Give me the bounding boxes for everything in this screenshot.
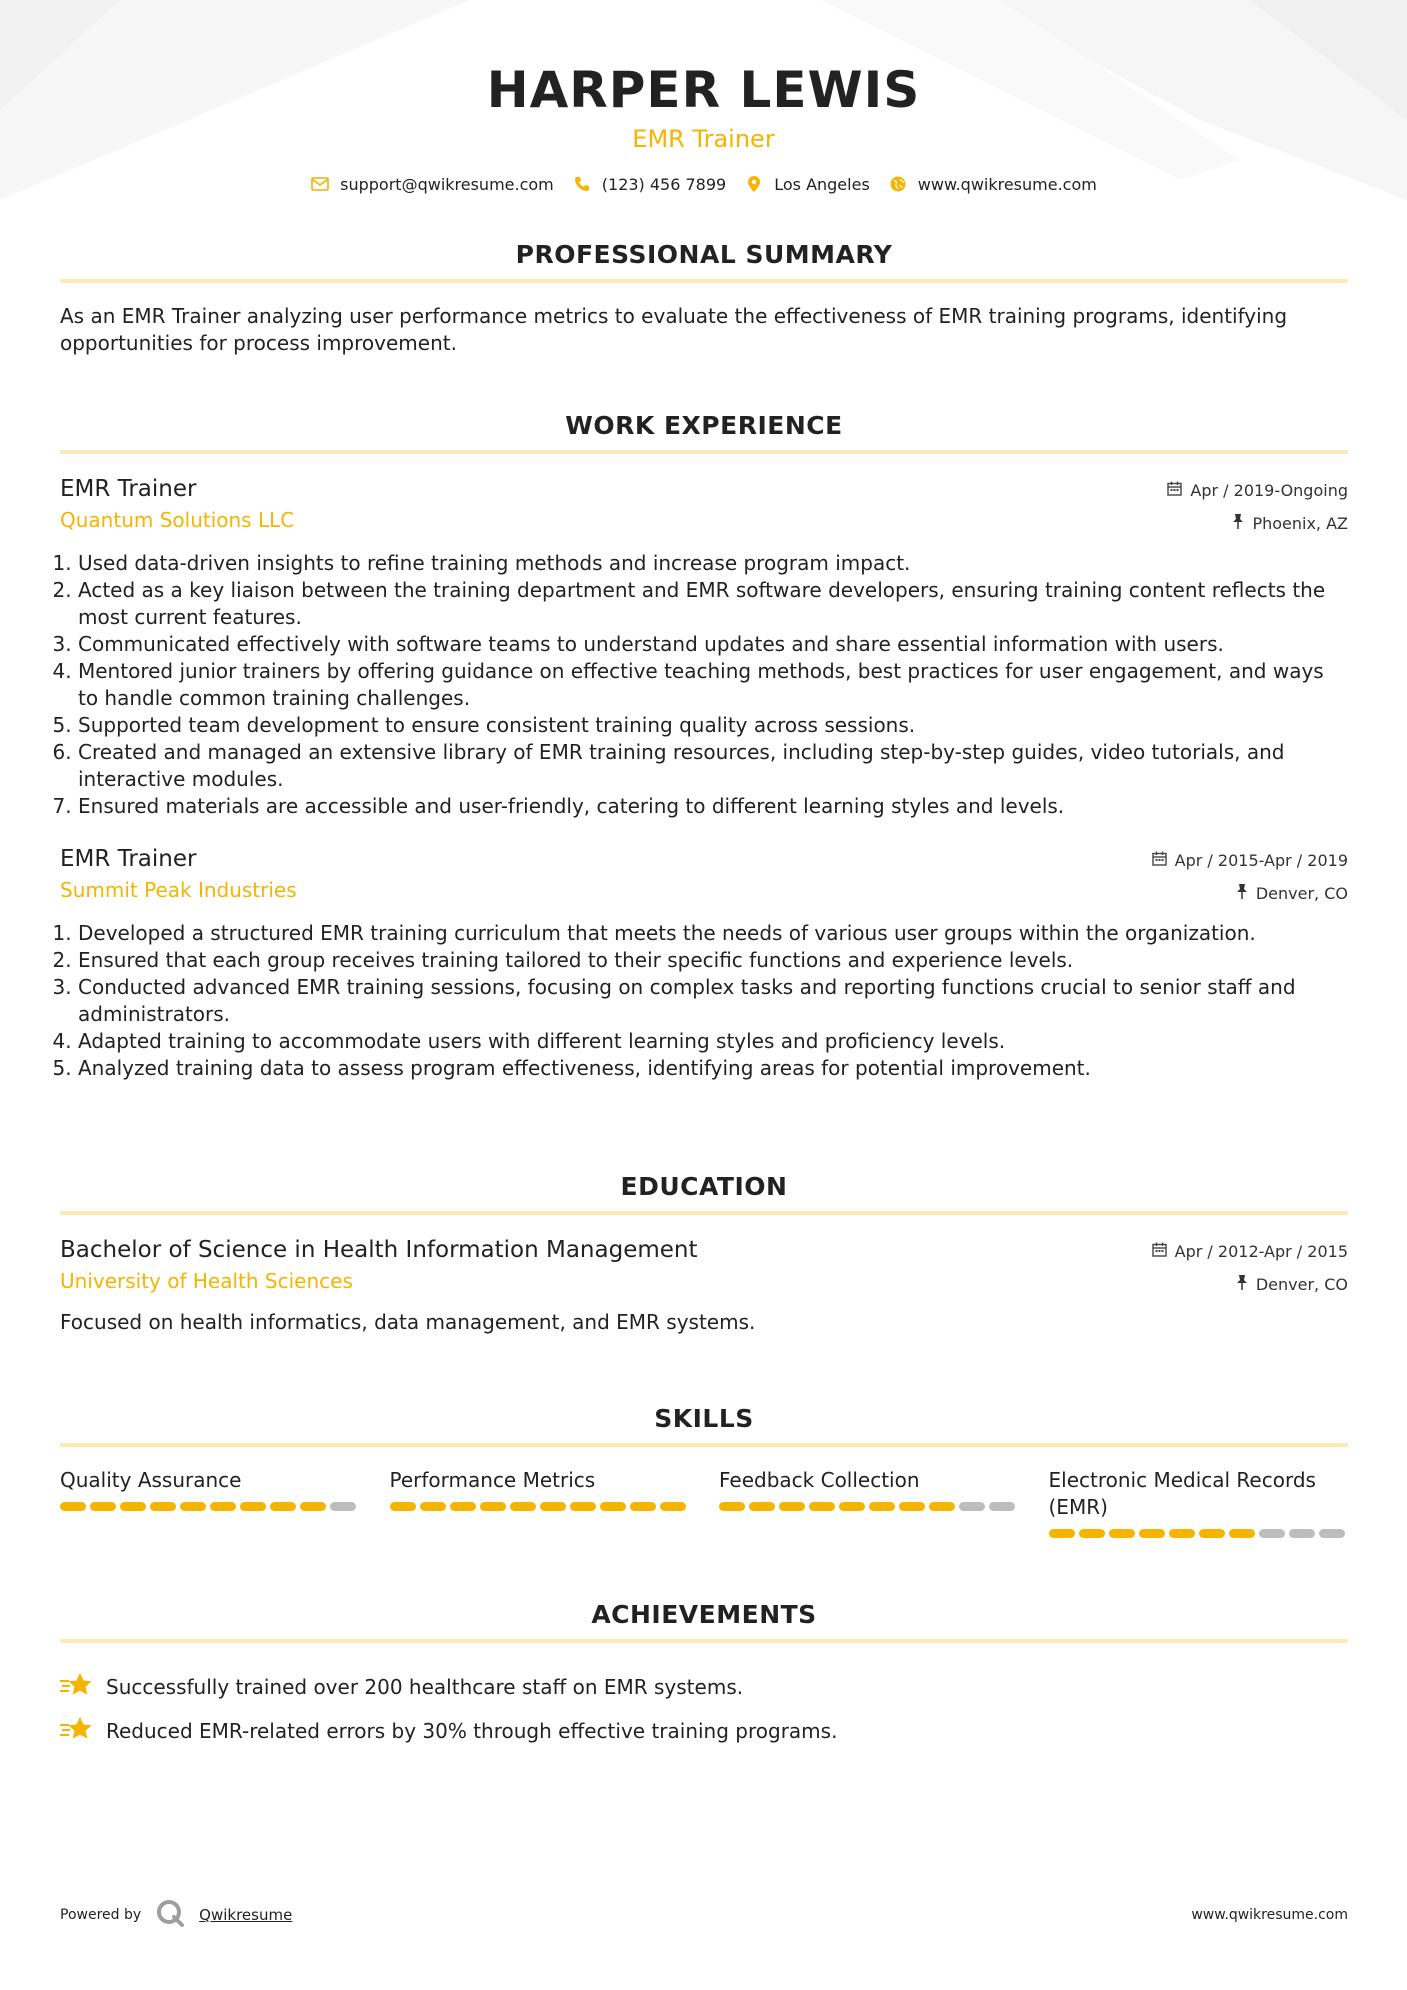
achievement-item: [60, 1665, 1348, 1709]
job-entry: [60, 474, 1348, 820]
skill-dot-filled: [570, 1502, 596, 1511]
skill-dot-filled: [480, 1502, 506, 1511]
job-title: EMR Trainer: [60, 846, 197, 872]
contact-location: [744, 174, 870, 194]
star-icon: [60, 1672, 92, 1703]
list-item: 6. Created and managed an extensive library of EMR training resources, including step-by-step guides, video tutorials, and interactive modules.: [78, 739, 1348, 793]
achievements-heading: ACHIEVEMENTS: [591, 1600, 817, 1629]
skill-dot-filled: [120, 1502, 146, 1511]
skill-dot-filled: [420, 1502, 446, 1511]
calendar-icon: [1152, 851, 1167, 870]
powered-by: [60, 1898, 292, 1932]
achievement-item: [60, 1709, 1348, 1753]
job-dates-text: Apr / 2019-Ongoing: [1190, 481, 1348, 500]
contact-website[interactable]: [888, 174, 1097, 194]
skill-dot-empty: [959, 1502, 985, 1511]
skill-dot-filled: [510, 1502, 536, 1511]
experience-section: [60, 408, 1348, 1082]
education-dates: [1152, 1235, 1348, 1268]
skill-dot-empty: [989, 1502, 1015, 1511]
skill-level-meter: [1049, 1529, 1349, 1538]
skill-dot-filled: [779, 1502, 805, 1511]
skills-section: [60, 1401, 1348, 1538]
job-dates-text: Apr / 2015-Apr / 2019: [1174, 851, 1348, 870]
location-pin-icon: [744, 174, 764, 194]
skill-dot-filled: [90, 1502, 116, 1511]
skill-name: Performance Metrics: [389, 1468, 596, 1492]
job-responsibilities: [60, 920, 1348, 1082]
section-divider: [60, 279, 1348, 283]
education-section: [60, 1169, 1348, 1336]
achievements-list: [60, 1665, 1348, 1753]
skill-level-meter: [719, 1502, 1019, 1511]
skill-dot-empty: [1259, 1529, 1285, 1538]
skill-dot-filled: [630, 1502, 656, 1511]
list-item: 7. Ensured materials are accessible and user-friendly, catering to different learning styles and levels.: [78, 793, 1348, 820]
job-dates: [1152, 844, 1348, 877]
skill-item: [719, 1467, 1019, 1538]
pushpin-icon: [1232, 514, 1244, 533]
skill-dot-filled: [1229, 1529, 1255, 1538]
education-description: Focused on health informatics, data management, and EMR systems.: [60, 1310, 756, 1334]
skill-dot-filled: [390, 1502, 416, 1511]
resume-header: [0, 0, 1407, 194]
list-item: 2. Acted as a key liaison between the training department and EMR software developers, ensuring training content reflects the most current features.: [78, 577, 1348, 631]
contact-phone-text: (123) 456 7899: [601, 174, 727, 194]
pushpin-icon: [1236, 1275, 1248, 1294]
list-item: 3. Communicated effectively with software teams to understand updates and share essential information with users.: [78, 631, 1348, 658]
section-divider: [60, 450, 1348, 454]
skill-item: [390, 1467, 690, 1538]
job-title: EMR Trainer: [60, 476, 197, 502]
section-divider: [60, 1211, 1348, 1215]
skill-dot-filled: [600, 1502, 626, 1511]
job-responsibilities: [60, 550, 1348, 820]
job-entry: [60, 844, 1348, 1082]
calendar-icon: [1167, 481, 1182, 500]
education-location: [1152, 1268, 1348, 1301]
skill-dot-filled: [150, 1502, 176, 1511]
skill-dot-filled: [1049, 1529, 1075, 1538]
skills-heading: SKILLS: [654, 1404, 754, 1433]
skill-dot-filled: [869, 1502, 895, 1511]
skill-item: [1049, 1467, 1349, 1538]
job-location: [1152, 877, 1348, 910]
brand-link[interactable]: Qwikresume: [199, 1906, 293, 1924]
skill-dot-filled: [929, 1502, 955, 1511]
summary-section: [60, 237, 1348, 357]
job-location-text: Phoenix, AZ: [1252, 514, 1348, 533]
education-location-text: Denver, CO: [1255, 1275, 1348, 1294]
experience-heading: WORK EXPERIENCE: [565, 411, 843, 440]
page-footer: [60, 1898, 1348, 1932]
powered-by-label: Powered by: [60, 1907, 142, 1923]
list-item: 1. Used data-driven insights to refine training methods and increase program impact.: [78, 550, 1348, 577]
phone-icon: [572, 174, 592, 194]
skill-dot-filled: [240, 1502, 266, 1511]
skill-dot-filled: [540, 1502, 566, 1511]
skill-dot-filled: [839, 1502, 865, 1511]
skill-level-meter: [60, 1502, 360, 1511]
education-heading: EDUCATION: [620, 1172, 788, 1201]
skill-dot-filled: [450, 1502, 476, 1511]
skill-dot-filled: [300, 1502, 326, 1511]
degree-name: Bachelor of Science in Health Information Management: [60, 1237, 698, 1263]
skill-name: Quality Assurance: [60, 1468, 242, 1492]
skill-dot-filled: [1109, 1529, 1135, 1538]
skill-dot-filled: [1199, 1529, 1225, 1538]
skill-dot-filled: [60, 1502, 86, 1511]
contact-email[interactable]: [310, 174, 554, 194]
skill-dot-filled: [749, 1502, 775, 1511]
list-item: 4. Adapted training to accommodate users with different learning styles and proficiency levels.: [78, 1028, 1348, 1055]
education-dates-text: Apr / 2012-Apr / 2015: [1174, 1242, 1348, 1261]
skill-dot-filled: [180, 1502, 206, 1511]
contact-website-text: www.qwikresume.com: [917, 174, 1097, 194]
skill-dot-empty: [1289, 1529, 1315, 1538]
section-divider: [60, 1639, 1348, 1643]
envelope-icon: [310, 174, 330, 194]
summary-heading: PROFESSIONAL SUMMARY: [515, 240, 893, 269]
skill-dot-empty: [330, 1502, 356, 1511]
job-location-text: Denver, CO: [1255, 884, 1348, 903]
job-dates: [1167, 474, 1348, 507]
globe-icon: [888, 174, 908, 194]
section-divider: [60, 1443, 1348, 1447]
skills-list: [60, 1467, 1348, 1538]
skill-dot-filled: [899, 1502, 925, 1511]
contact-phone[interactable]: [572, 174, 726, 194]
skill-dot-filled: [270, 1502, 296, 1511]
qwikresume-logo-icon: [155, 1898, 185, 1932]
summary-text: As an EMR Trainer analyzing user performance metrics to evaluate the effectiveness of EMR training programs, identifying opportunities for process improvement.: [60, 304, 1288, 355]
list-item: 5. Supported team development to ensure consistent training quality across sessions.: [78, 712, 1348, 739]
skill-dot-filled: [809, 1502, 835, 1511]
achievement-text: Reduced EMR-related errors by 30% through effective training programs.: [106, 1719, 838, 1743]
skill-dot-filled: [1169, 1529, 1195, 1538]
company-name: Quantum Solutions LLC: [60, 508, 295, 532]
contact-email-text: support@qwikresume.com: [340, 174, 554, 194]
skill-name: Feedback Collection: [719, 1468, 920, 1492]
education-entry: [60, 1235, 1348, 1336]
job-location: [1167, 507, 1348, 540]
school-name: University of Health Sciences: [60, 1269, 353, 1293]
skill-dot-empty: [1319, 1529, 1345, 1538]
list-item: 3. Conducted advanced EMR training sessions, focusing on complex tasks and reporting functions crucial to senior staff and administrators.: [78, 974, 1348, 1028]
candidate-title: EMR Trainer: [632, 125, 775, 153]
list-item: 1. Developed a structured EMR training curriculum that meets the needs of various user groups within the organization.: [78, 920, 1348, 947]
achievement-text: Successfully trained over 200 healthcare staff on EMR systems.: [106, 1675, 744, 1699]
achievements-section: [60, 1597, 1348, 1753]
list-item: 5. Analyzed training data to assess program effectiveness, identifying areas for potential improvement.: [78, 1055, 1348, 1082]
pushpin-icon: [1236, 884, 1248, 903]
skill-dot-filled: [660, 1502, 686, 1511]
footer-website[interactable]: www.qwikresume.com: [1191, 1907, 1348, 1923]
contact-bar: [0, 174, 1407, 194]
list-item: 2. Ensured that each group receives training tailored to their specific functions and experience levels.: [78, 947, 1348, 974]
candidate-name: HARPER LEWIS: [486, 61, 921, 119]
contact-location-text: Los Angeles: [774, 174, 870, 194]
skill-item: [60, 1467, 360, 1538]
skill-name: Electronic Medical Records (EMR): [1048, 1468, 1316, 1519]
star-icon: [60, 1716, 92, 1747]
skill-dot-filled: [719, 1502, 745, 1511]
calendar-icon: [1152, 1242, 1167, 1261]
skill-dot-filled: [1139, 1529, 1165, 1538]
skill-level-meter: [390, 1502, 690, 1511]
company-name: Summit Peak Industries: [60, 878, 297, 902]
skill-dot-filled: [1079, 1529, 1105, 1538]
list-item: 4. Mentored junior trainers by offering guidance on effective teaching methods, best practices for user engagement, and ways to handle common training challenges.: [78, 658, 1348, 712]
skill-dot-filled: [210, 1502, 236, 1511]
